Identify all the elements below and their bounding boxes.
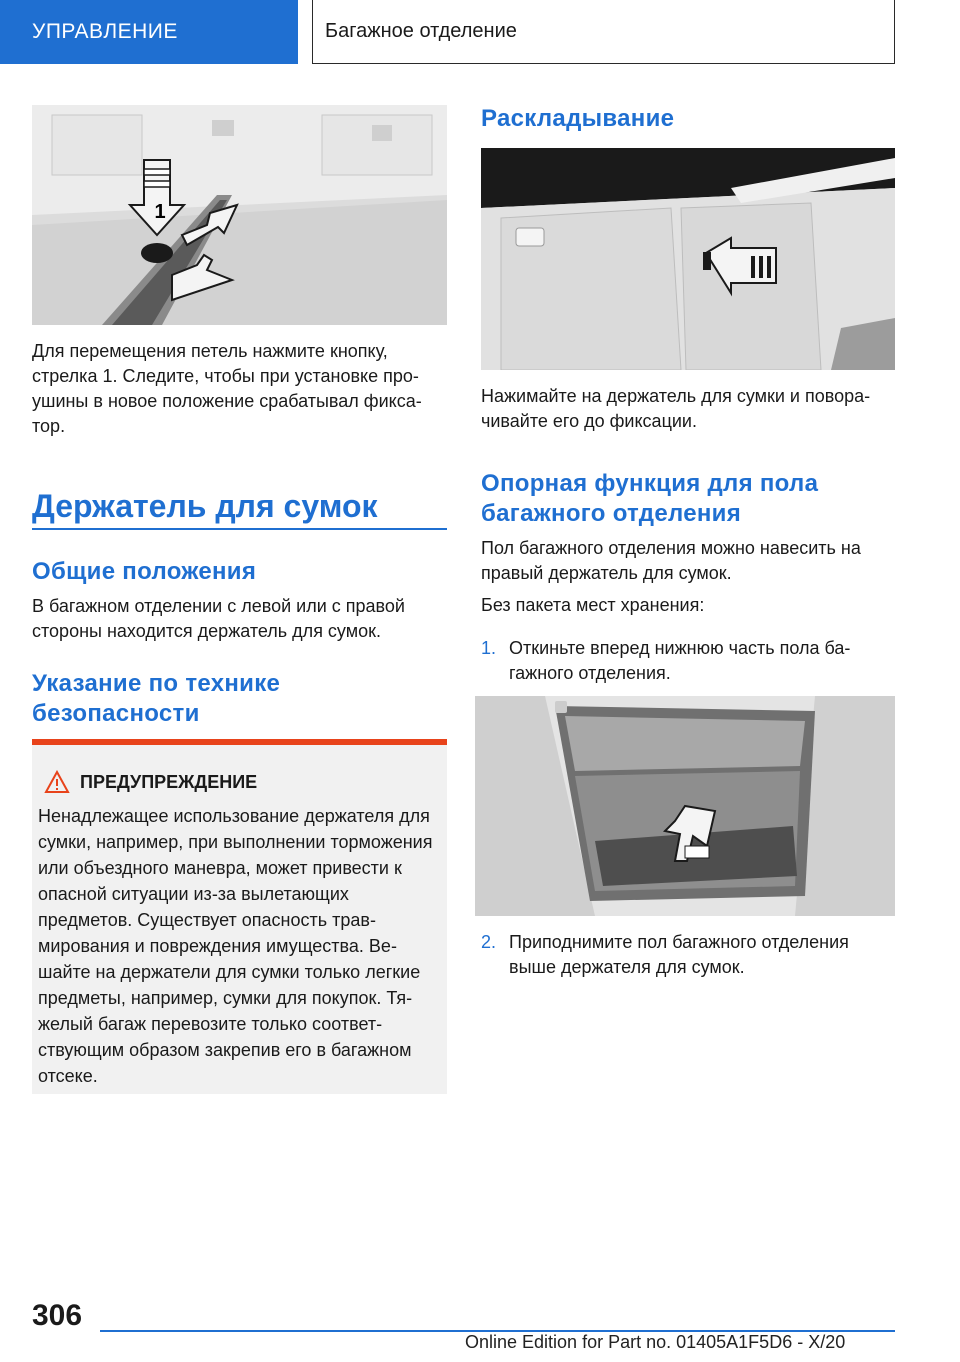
step-text: Приподнимите пол багажного отделения выше держателя для сумок. [509,932,849,977]
footer-edition: Online Edition for Part no. 01405A1F5D6 - X/20 [465,1332,846,1352]
without-pack-text: Без пакета мест хранения: [481,595,705,615]
warning-text: Ненадлежащее использование держателя для сумки, например, при выполнении торможения или объездного маневра, может привести к опасной ситуации из-за вылетающих предметов. Существует опасность травмирования и повреждения имущества. Вешайте на держатели для сумки только легкие предметы, например, сумки для покупок. Тяжелый багаж перевозите только соответствующим образом закрепив его в багажном отсеке. [38,806,433,1086]
general-text: В багажном отделении с левой или с правой стороны находится держатель для сумок. [32,596,405,641]
unfold-text: Нажимайте на держатель для сумки и поворачивайте его до фиксации. [481,386,871,431]
section-title: Багажное отделение [312,0,895,64]
image1-callout-label: 1 [154,201,166,223]
warning-box [32,739,447,1094]
page-title: Держатель для сумок [32,488,378,524]
warning-triangle-icon [44,770,70,799]
title-rule [32,528,447,530]
general-heading: Общие положения [32,558,257,585]
step-number: 1. [481,638,497,658]
support-heading: Опорная функция для пола багажного отделения [481,470,819,527]
trunk-floor-image [475,696,895,916]
luggage-rail-image [32,105,447,325]
support-text: Пол багажного отделения можно навесить на правый держатель для сумок. [481,538,861,583]
page-number: 306 [32,1299,83,1332]
bag-holder-image [481,148,895,370]
warning-title: ПРЕДУПРЕЖДЕНИЕ [80,772,258,792]
chapter-tab[interactable]: УПРАВЛЕНИЕ [0,0,298,64]
rail-caption: Для перемещения петель нажмите кнопку, стрелка 1. Следите, чтобы при установке проушины в новое положение срабатывал фиксатор. [32,341,422,436]
step-text: Откиньте вперед нижнюю часть пола багажного отделения. [509,638,851,683]
safety-heading: Указание по технике безопасности [32,670,281,727]
step-number: 2. [481,932,497,952]
unfold-heading: Раскладывание [481,105,675,132]
